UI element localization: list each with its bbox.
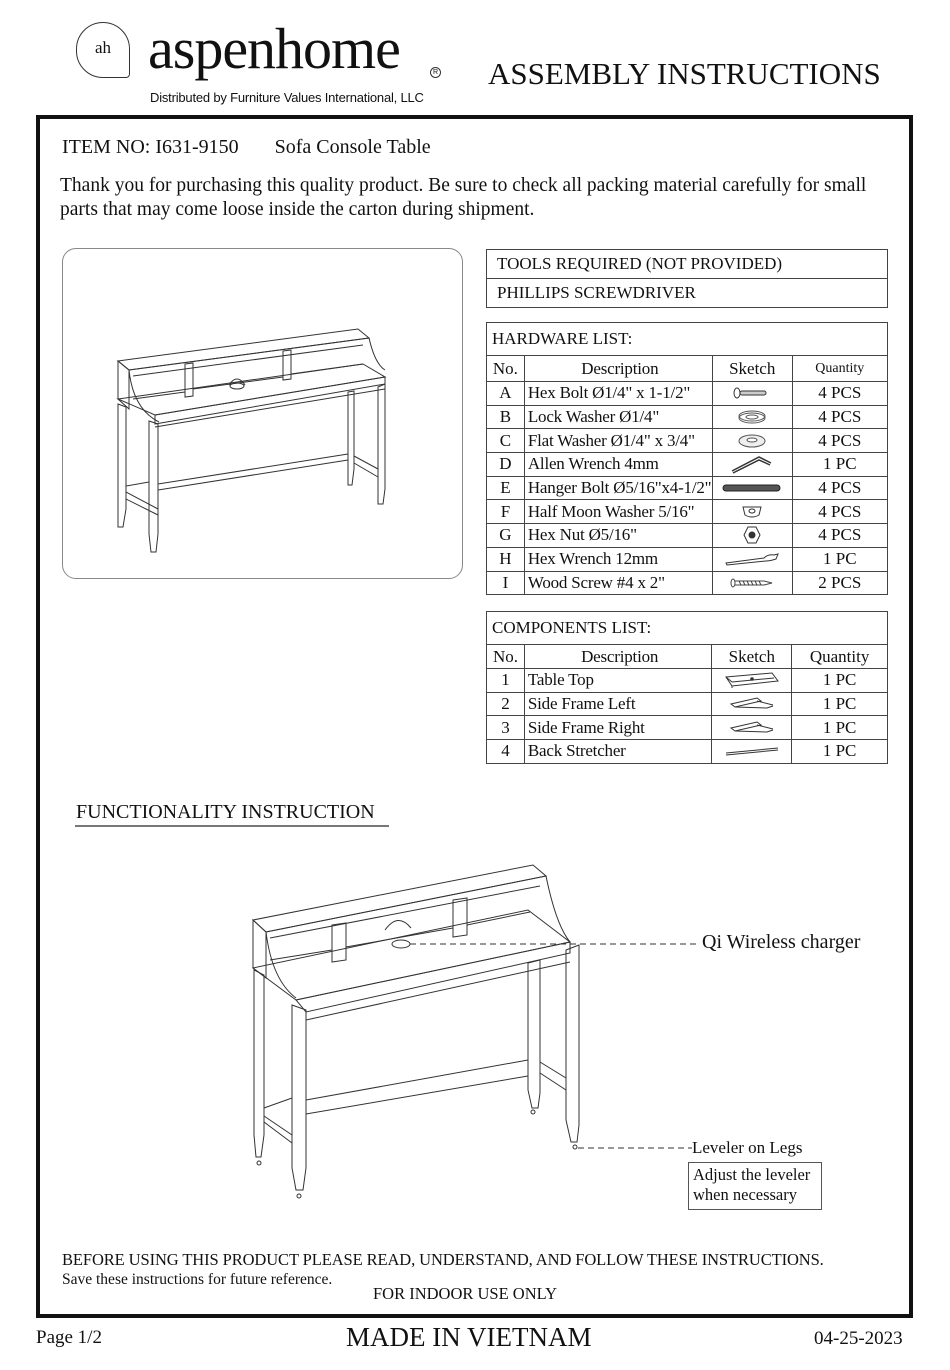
row-no: 4 xyxy=(487,740,525,764)
document-title: ASSEMBLY INSTRUCTIONS xyxy=(488,56,881,91)
row-no: 2 xyxy=(487,692,525,716)
distributor-text: Distributed by Furniture Values International, LLC xyxy=(150,90,424,105)
table-row xyxy=(487,740,888,764)
table-row xyxy=(487,692,888,716)
components-title: COMPONENTS LIST: xyxy=(487,612,888,645)
functionality-title: FUNCTIONALITY INSTRUCTION xyxy=(76,801,375,823)
leveler-note-box xyxy=(688,1162,822,1210)
table-row xyxy=(487,571,888,595)
row-no: I xyxy=(487,571,525,595)
tools-title: TOOLS REQUIRED (NOT PROVIDED) xyxy=(487,250,888,279)
row-description: Hex Nut Ø5/16" xyxy=(524,524,712,548)
row-description: Side Frame Right xyxy=(524,716,712,740)
save-text: Save these instructions for future reference. xyxy=(62,1271,333,1288)
table-row xyxy=(487,524,888,548)
table-row xyxy=(487,669,888,693)
row-description: Hex Wrench 12mm xyxy=(524,547,712,571)
callout-leveler: Leveler on Legs xyxy=(692,1138,803,1157)
tools-item: PHILLIPS SCREWDRIVER xyxy=(487,279,888,308)
row-quantity: 4 PCS xyxy=(792,500,887,524)
row-description: Side Frame Left xyxy=(524,692,712,716)
table-row xyxy=(487,429,888,453)
row-no: A xyxy=(487,382,525,406)
row-quantity: 1 PC xyxy=(792,547,887,571)
lock-washer-icon xyxy=(712,405,792,429)
table-row xyxy=(487,547,888,571)
row-quantity: 4 PCS xyxy=(792,429,887,453)
tools-table xyxy=(486,249,888,308)
page-number: Page 1/2 xyxy=(36,1327,102,1348)
note-line-1: Adjust the leveler xyxy=(693,1165,811,1184)
indoor-text: FOR INDOOR USE ONLY xyxy=(373,1284,557,1303)
row-description: Flat Washer Ø1/4" x 3/4" xyxy=(524,429,712,453)
components-table xyxy=(486,611,888,764)
table-row xyxy=(487,382,888,406)
item-line xyxy=(62,136,431,159)
row-quantity: 1 PC xyxy=(792,453,887,477)
logo-badge-text: ah xyxy=(94,38,112,57)
row-quantity: 1 PC xyxy=(792,740,888,764)
hanger-bolt-icon xyxy=(712,476,792,500)
col-header-no: No. xyxy=(487,645,525,669)
item-number: ITEM NO: I631-9150 xyxy=(62,136,239,158)
row-quantity: 4 PCS xyxy=(792,382,887,406)
table-row xyxy=(487,500,888,524)
row-description: Half Moon Washer 5/16" xyxy=(524,500,712,524)
components-header-row xyxy=(487,645,888,669)
back-stretcher-icon xyxy=(712,740,792,764)
registered-mark-icon: R xyxy=(430,67,441,78)
hex-bolt-icon xyxy=(712,382,792,406)
title-underline xyxy=(75,825,389,827)
col-header-sketch: Sketch xyxy=(712,645,792,669)
row-description: Wood Screw #4 x 2" xyxy=(524,571,712,595)
row-description: Back Stretcher xyxy=(524,740,712,764)
row-quantity: 4 PCS xyxy=(792,405,887,429)
table-top-icon xyxy=(712,669,792,693)
hardware-header-row xyxy=(487,356,888,382)
row-quantity: 1 PC xyxy=(792,669,888,693)
col-header-quantity: Quantity xyxy=(792,645,888,669)
functionality-illustration xyxy=(240,850,700,1220)
hardware-table xyxy=(486,322,888,595)
intro-text: Thank you for purchasing this quality product. Be sure to check all packing material carefully for small parts that may come loose inside the carton during shipment. xyxy=(60,175,867,220)
row-quantity: 4 PCS xyxy=(792,476,887,500)
row-description: Allen Wrench 4mm xyxy=(524,453,712,477)
document-date: 04-25-2023 xyxy=(814,1328,903,1349)
row-description: Hanger Bolt Ø5/16"x4-1/2" xyxy=(524,476,712,500)
flat-washer-icon xyxy=(712,429,792,453)
product-name: Sofa Console Table xyxy=(274,136,431,158)
note-line-2: when necessary xyxy=(693,1185,797,1204)
row-quantity: 4 PCS xyxy=(792,524,887,548)
brand-logo: aspenhome xyxy=(148,16,400,81)
hex-wrench-icon xyxy=(712,547,792,571)
hex-nut-icon xyxy=(712,524,792,548)
col-header-sketch: Sketch xyxy=(712,356,792,382)
warning-text: BEFORE USING THIS PRODUCT PLEASE READ, UNDERSTAND, AND FOLLOW THESE INSTRUCTIONS. xyxy=(62,1250,824,1269)
col-header-description: Description xyxy=(524,645,712,669)
col-header-no: No. xyxy=(487,356,525,382)
row-no: B xyxy=(487,405,525,429)
row-no: D xyxy=(487,453,525,477)
table-row xyxy=(487,716,888,740)
row-no: E xyxy=(487,476,525,500)
wood-screw-icon xyxy=(712,571,792,595)
col-header-quantity: Quantity xyxy=(792,356,887,382)
table-row xyxy=(487,476,888,500)
product-image-box xyxy=(62,248,463,579)
row-no: H xyxy=(487,547,525,571)
row-quantity: 1 PC xyxy=(792,692,888,716)
row-description: Table Top xyxy=(524,669,712,693)
side-frame-left-icon xyxy=(712,692,792,716)
side-frame-right-icon xyxy=(712,716,792,740)
row-no: G xyxy=(487,524,525,548)
row-no: C xyxy=(487,429,525,453)
half-moon-washer-icon xyxy=(712,500,792,524)
allen-wrench-icon xyxy=(712,453,792,477)
callout-qi-charger: Qi Wireless charger xyxy=(702,931,861,953)
row-no: F xyxy=(487,500,525,524)
table-row xyxy=(487,453,888,477)
row-quantity: 1 PC xyxy=(792,716,888,740)
row-quantity: 2 PCS xyxy=(792,571,887,595)
hardware-title: HARDWARE LIST: xyxy=(487,323,888,356)
row-no: 3 xyxy=(487,716,525,740)
console-table-illustration xyxy=(63,249,464,580)
col-header-description: Description xyxy=(524,356,712,382)
row-description: Lock Washer Ø1/4" xyxy=(524,405,712,429)
row-description: Hex Bolt Ø1/4" x 1-1/2" xyxy=(524,382,712,406)
made-in-label: MADE IN VIETNAM xyxy=(346,1322,592,1352)
table-row xyxy=(487,405,888,429)
row-no: 1 xyxy=(487,669,525,693)
